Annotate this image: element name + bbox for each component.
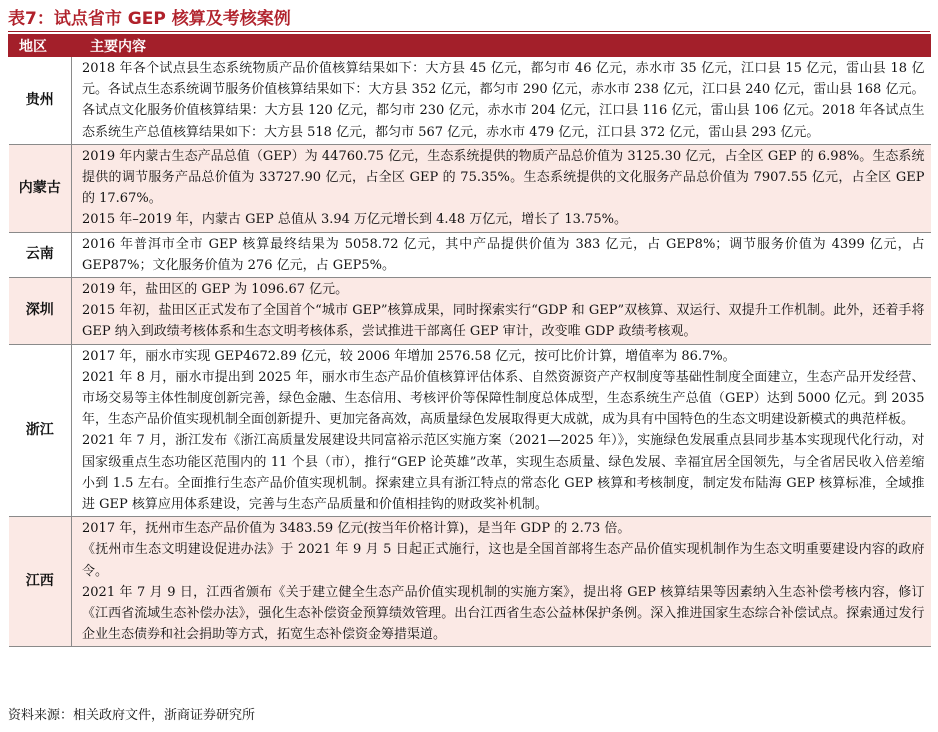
content-paragraph: 2017 年，抚州市生态产品价值为 3483.59 亿元(按当年价格计算)，是当年 GDP 的 2.73 倍。 — [82, 521, 631, 537]
table-row-zhejiang — [9, 344, 931, 517]
content-paragraph: 2015 年–2019 年，内蒙古 GEP 总值从 3.94 万亿元增长到 4.48 万亿元，增长了 13.75%。 — [82, 212, 627, 228]
table-header-row — [9, 35, 931, 57]
region-cell: 贵州 — [9, 57, 72, 145]
content-cell — [72, 278, 931, 345]
table-row-guizhou — [9, 57, 931, 145]
table-row-shenzhen — [9, 278, 931, 345]
header-content: 主要内容 — [72, 35, 931, 57]
content-cell — [72, 517, 931, 647]
content-paragraph: 2016 年普洱市全市 GEP 核算最终结果为 5058.72 亿元，其中产品提供价值为 383 亿元，占 GEP8%；调节服务价值为 4399 亿元，占 GEP87%；文化服务价值为 276 亿元，占 GEP5%。 — [82, 236, 925, 273]
content-paragraph: 《抚州市生态文明建设促进办法》于 2021 年 9 月 5 日起正式施行，这也是全国首部将生态产品价值实现机制作为生态文明重要建设内容的政府令。 — [82, 542, 925, 579]
region-cell: 内蒙古 — [9, 144, 72, 232]
table-row-yunnan — [9, 232, 931, 277]
content-paragraph: 2021 年 7 月 9 日，江西省颁布《关于建立健全生态产品价值实现机制的实施方案》，提出将 GEP 核算结果等因素纳入生态补偿考核内容，修订《江西省流域生态补偿办法》，强化生态补偿资金预算绩效管理。出台江西省生态公益林保护条例。深入推进国家生态综合补偿试点。探索通过发行企业生态债券和社会捐助等方式，拓宽生态补偿资金筹措渠道。 — [82, 584, 925, 643]
content-cell — [72, 144, 931, 232]
content-paragraph: 2019 年内蒙古生态产品总值（GEP）为 44760.75 亿元，生态系统提供的物质产品总价值为 3125.30 亿元，占全区 GEP 的 6.98%。生态系统提供的调节服务产品总价值为 33727.90 亿元，占全区 GEP 的 75.35%。生态系统提供的文化服务产品总价值为 7907.55 亿元，占全区 GEP 的 17.67%。 — [82, 148, 925, 207]
table-title: 表7：试点省市 GEP 核算及考核案例 — [8, 6, 930, 32]
region-cell: 云南 — [9, 232, 72, 277]
source-note: 资料来源：相关政府文件，浙商证券研究所 — [8, 708, 256, 723]
content-paragraph: 2017 年，丽水市实现 GEP4672.89 亿元，较 2006 年增加 2576.58 亿元，按可比价计算，增值率为 86.7%。 — [82, 348, 736, 364]
gep-case-table — [8, 34, 931, 647]
content-cell — [72, 57, 931, 145]
header-region: 地区 — [9, 35, 72, 57]
table-row-jiangxi — [9, 517, 931, 647]
region-cell: 江西 — [9, 517, 72, 647]
content-paragraph: 2018 年各个试点县生态系统物质产品价值核算结果如下：大方县 45 亿元，都匀市 46 亿元，赤水市 35 亿元，江口县 15 亿元，雷山县 18 亿元。各试点生态系统调节服务价值核算结果如下：大方县 352 亿元，都匀市 290 亿元，赤水市 238 亿元，江口县 240 亿元，雷山县 168 亿元。各试点文化服务价值核算结果：大方县 120 亿元，都匀市 230 亿元，赤水市 204 亿元，江口县 116 亿元，雷山县 106 亿元。2018 年各试点生态系统生产总值核算结果如下：大方县 518 亿元，都匀市 567 亿元，赤水市 479 亿元，江口县 372 亿元，雷山县 293 亿元。 — [82, 61, 925, 140]
content-cell — [72, 232, 931, 277]
content-cell — [72, 344, 931, 517]
content-paragraph: 2021 年 7 月，浙江发布《浙江高质量发展建设共同富裕示范区实施方案（2021—2025 年）》，实施绿色发展重点县同步基本实现现代化行动，对国家级重点生态功能区范围内的 11 个县（市），推行“GEP 论英雄”改革，实现生态质量、绿色发展、幸福宜居全国领先，与全省居民收入倍差缩小到 1.5 左右。全面推行生态产品价值实现机制。探索建立具有浙江特点的常态化 GEP 核算和考核制度，制定发布陆海 GEP 核算标准，全域推进 GEP 核算应用体系建设，完善与生态产品质量和价值相挂钩的财政奖补机制。 — [82, 433, 925, 513]
region-cell: 深圳 — [9, 278, 72, 345]
region-cell: 浙江 — [9, 344, 72, 517]
content-paragraph: 2021 年 8 月，丽水市提出到 2025 年，丽水市生态产品价值核算评估体系、自然资源资产产权制度等基础性制度全面建立，生态产品开发经营、市场交易等主体性制度创新完善，绿色金融、生态信用、考核评价等保障性制度总体成型，生态系统生产总值（GEP）达到 5000 亿元。到 2035 年，生态产品价值实现机制全面创新提升、更加完备高效，高质量绿色发展取得更大成就，成为具有中国特色的生态文明建设新模式的典范样板。 — [82, 369, 925, 428]
content-paragraph: 2019 年，盐田区的 GEP 为 1096.67 亿元。 — [82, 282, 349, 298]
content-paragraph: 2015 年初，盐田区正式发布了全国首个“城市 GEP”核算成果，同时探索实行“GDP 和 GEP”双核算、双运行、双提升工作机制。此外，还着手将 GEP 纳入到政绩考核体系和生态文明考核体系，尝试推进干部离任 GEP 审计，改变唯 GDP 政绩考核观。 — [82, 303, 925, 340]
table-row-neimenggu — [9, 144, 931, 232]
